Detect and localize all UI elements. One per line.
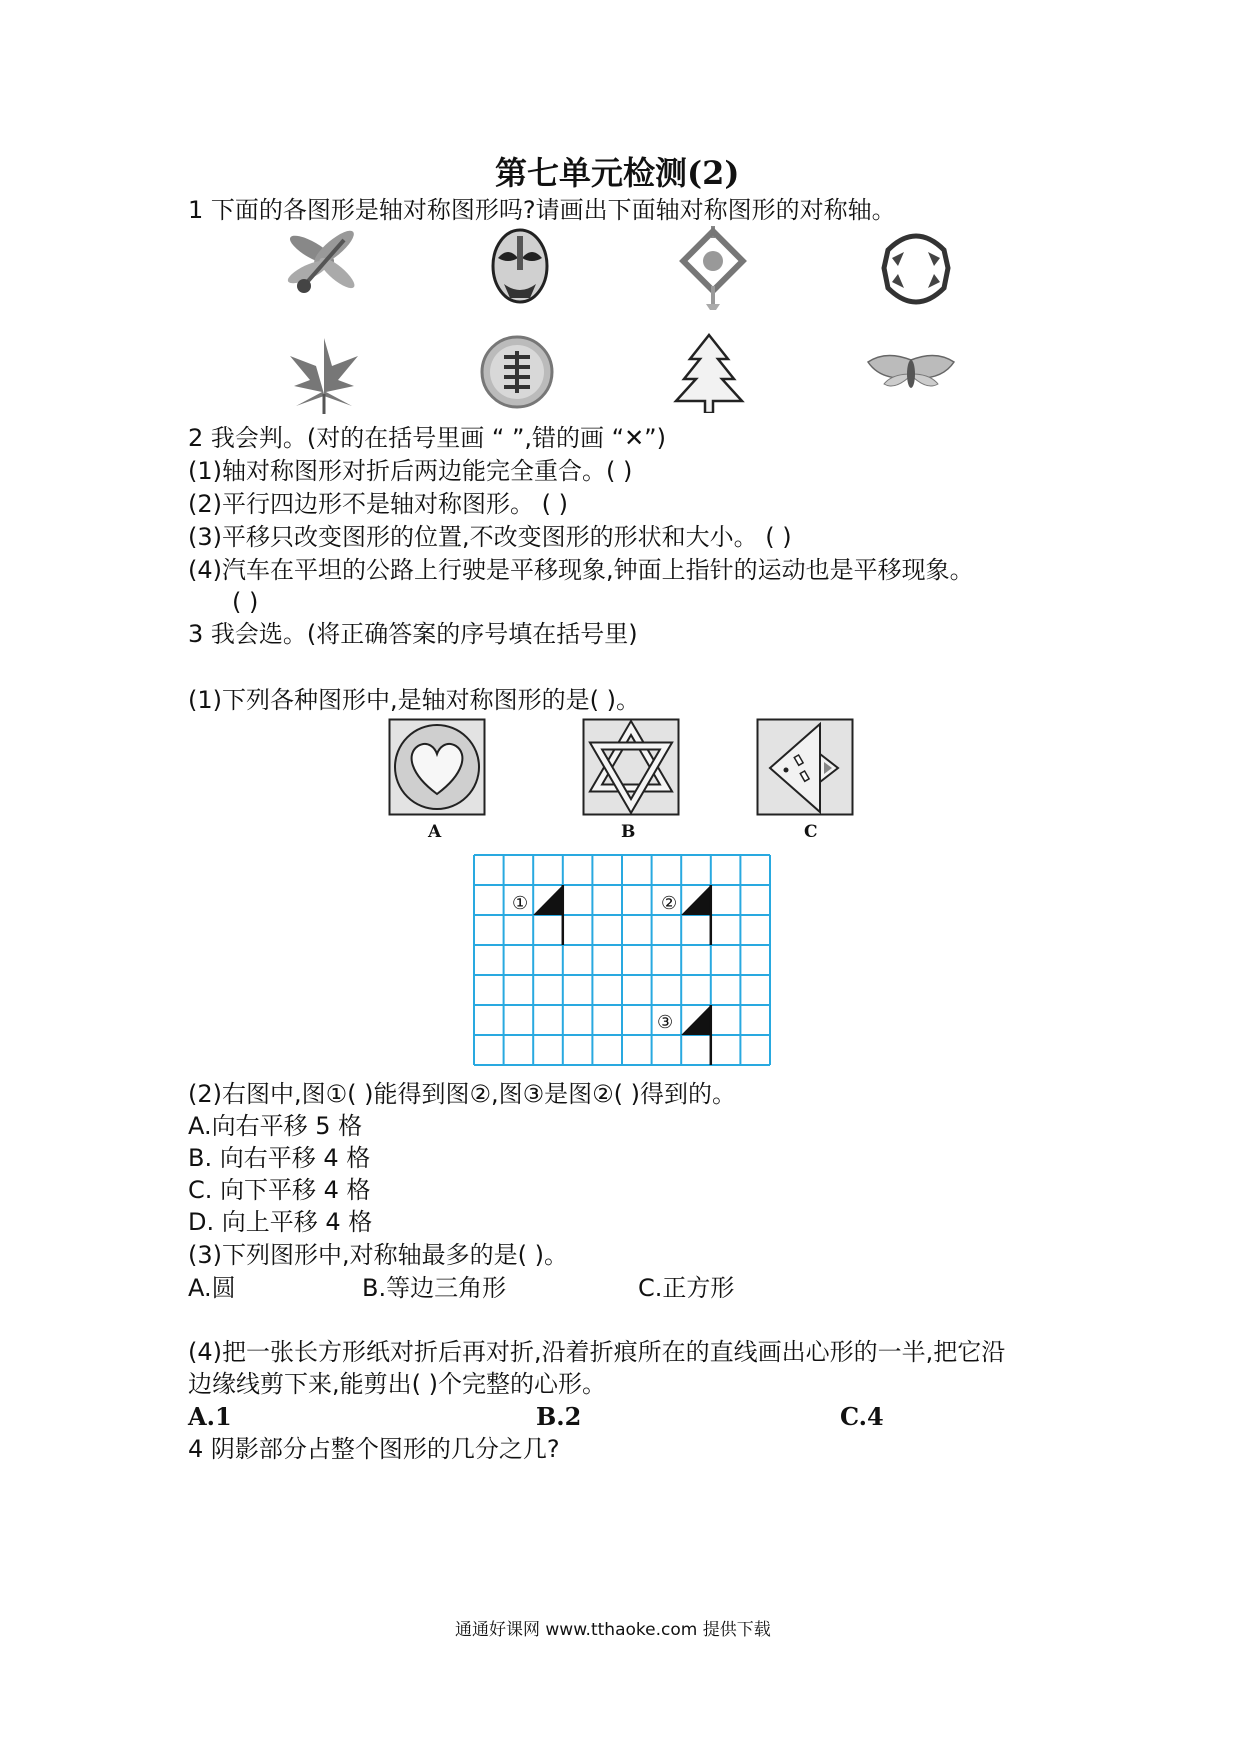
judge-item-3: (3)平移只改变图形的位置,不改变图形的形状和大小。 ( ) bbox=[188, 523, 792, 551]
flag-3 bbox=[681, 1005, 711, 1065]
flag-1-mark: ① bbox=[512, 893, 529, 914]
choice-2-option-b: B. 向右平移 4 格 bbox=[188, 1144, 371, 1172]
choice-4-stem-line-2: 边缘线剪下来,能剪出( )个完整的心形。 bbox=[188, 1370, 606, 1398]
judge-item-4-paren: ( ) bbox=[232, 588, 259, 616]
question-4-prompt: 4 阴影部分占整个图形的几分之几? bbox=[188, 1435, 560, 1463]
choice-4-option-c: C.4 bbox=[840, 1402, 884, 1431]
flag-1 bbox=[533, 885, 563, 945]
choice-4-option-a: A.1 bbox=[188, 1402, 232, 1431]
translation-grid bbox=[473, 854, 773, 1066]
leaf-icon bbox=[288, 336, 360, 414]
dragonfly-icon bbox=[282, 228, 362, 298]
question-2-prompt: 2 我会判。(对的在括号里画 “ ”,错的画 “✕”) bbox=[188, 424, 666, 452]
figure-label-c: C bbox=[804, 822, 818, 842]
heart-figure-a bbox=[388, 718, 486, 816]
moth-icon bbox=[866, 350, 956, 396]
choice-2-stem: (2)右图中,图①( )能得到图②,图③是图②( )得到的。 bbox=[188, 1080, 737, 1108]
figure-label-b: B bbox=[621, 822, 636, 842]
flag-2 bbox=[681, 885, 711, 945]
choice-1-stem: (1)下列各种图形中,是轴对称图形的是( )。 bbox=[188, 686, 640, 714]
choice-2-option-d: D. 向上平移 4 格 bbox=[188, 1208, 373, 1236]
choice-2-option-c: C. 向下平移 4 格 bbox=[188, 1176, 371, 1204]
choice-3-option-a: A.圆 bbox=[188, 1274, 236, 1302]
diamond-pattern-icon bbox=[880, 232, 952, 306]
question-1-prompt: 1 下面的各图形是轴对称图形吗?请画出下面轴对称图形的对称轴。 bbox=[188, 196, 896, 224]
judge-item-1: (1)轴对称图形对折后两边能完全重合。( ) bbox=[188, 457, 633, 485]
page-title: 第七单元检测(2) bbox=[495, 154, 740, 192]
pine-tree-icon bbox=[672, 333, 746, 413]
choice-3-option-c: C.正方形 bbox=[638, 1274, 735, 1302]
star-figure-b bbox=[582, 718, 680, 816]
choice-2-option-a: A.向右平移 5 格 bbox=[188, 1112, 363, 1140]
choice-4-stem-line-1: (4)把一张长方形纸对折后再对折,沿着折痕所在的直线画出心形的一半,把它沿 bbox=[188, 1338, 1006, 1366]
choice-3-option-b: B.等边三角形 bbox=[362, 1274, 507, 1302]
flag-2-mark: ② bbox=[661, 893, 678, 914]
judge-item-2: (2)平行四边形不是轴对称图形。 ( ) bbox=[188, 490, 568, 518]
judge-item-4: (4)汽车在平坦的公路上行驶是平移现象,钟面上指针的运动也是平移现象。 bbox=[188, 556, 974, 584]
chinese-knot-icon bbox=[678, 226, 748, 310]
fish-figure-c bbox=[756, 718, 854, 816]
double-happiness-icon bbox=[480, 335, 554, 409]
question-3-prompt: 3 我会选。(将正确答案的序号填在括号里) bbox=[188, 620, 638, 648]
figure-label-a: A bbox=[428, 822, 442, 842]
choice-3-stem: (3)下列图形中,对称轴最多的是( )。 bbox=[188, 1241, 568, 1269]
choice-4-option-b: B.2 bbox=[536, 1402, 582, 1431]
footer-text: 通通好课网 www.tthaoke.com 提供下载 bbox=[455, 1620, 771, 1640]
flag-3-mark: ③ bbox=[657, 1012, 674, 1033]
opera-mask-icon bbox=[490, 228, 550, 306]
